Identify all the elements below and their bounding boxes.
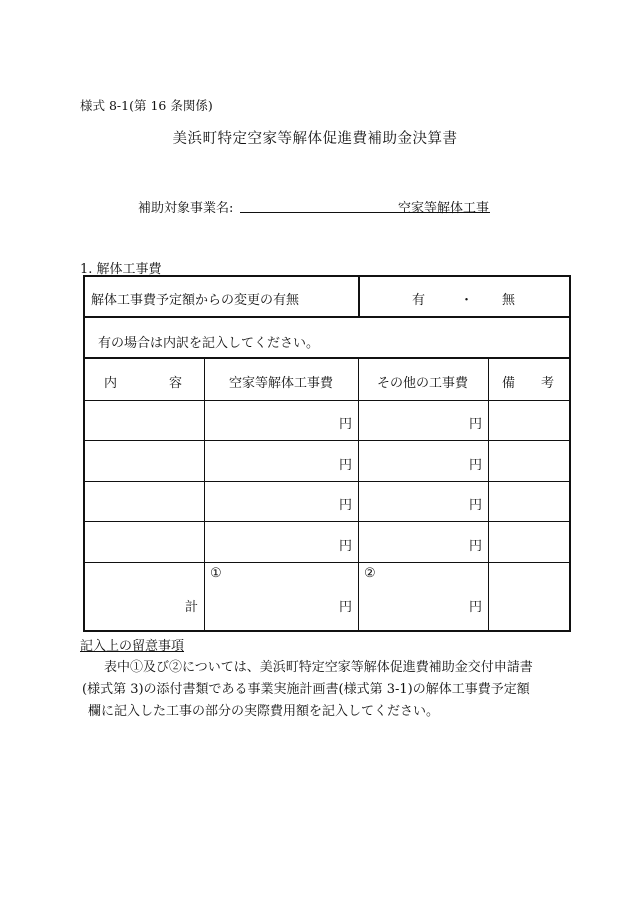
row-3-demolition-yen: 円 [339, 498, 353, 513]
section-1-heading: 1. 解体工事費 [80, 262, 162, 277]
breakdown-table [83, 357, 571, 632]
instruction-text: 有の場合は内訳を記入してください。 [98, 336, 320, 351]
total-label: 計 [185, 600, 199, 615]
row-3-other-yen: 円 [469, 498, 483, 513]
row-divider-2 [85, 481, 569, 482]
header-other-cost: その他の工事費 [377, 376, 469, 391]
row-1-demolition-yen: 円 [339, 417, 353, 432]
option-no: 無 [502, 293, 516, 308]
row-divider-header [85, 400, 569, 401]
row-2-demolition-yen: 円 [339, 458, 353, 473]
notes-line-3: 欄に記入した工事の部分の実際費用額を記入してください。 [88, 704, 440, 719]
total-marker-1: ① [210, 566, 222, 581]
change-question-label: 解体工事費予定額からの変更の有無 [91, 293, 300, 308]
row-divider-4 [85, 562, 569, 563]
project-name-value: 空家等解体工事 [398, 201, 490, 216]
option-separator: ・ [460, 293, 474, 308]
notes-line-1: 表中①及び②については、美浜町特定空家等解体促進費補助金交付申請書 [104, 660, 533, 675]
change-question-divider [358, 276, 360, 317]
total-marker-2: ② [364, 566, 376, 581]
total-demolition-yen: 円 [339, 600, 353, 615]
header-remarks: 備 考 [502, 376, 555, 391]
header-demolition-cost: 空家等解体工事費 [229, 376, 334, 391]
notes-line-2: (様式第 3)の添付書類である事業実施計画書(様式第 3-1)の解体工事費予定額 [82, 682, 530, 697]
instruction-right-border [569, 318, 571, 357]
header-content: 内 容 [104, 376, 183, 391]
project-name-label: 補助対象事業名: [138, 201, 234, 216]
row-divider-1 [85, 440, 569, 441]
document-title: 美浜町特定空家等解体促進費補助金決算書 [172, 131, 458, 147]
row-4-demolition-yen: 円 [339, 539, 353, 554]
total-other-yen: 円 [469, 600, 483, 615]
form-number: 様式 8-1(第 16 条関係) [80, 98, 213, 113]
instruction-left-border [83, 318, 85, 357]
row-2-other-yen: 円 [469, 458, 483, 473]
row-4-other-yen: 円 [469, 539, 483, 554]
option-yes: 有 [412, 293, 426, 308]
row-divider-3 [85, 521, 569, 522]
row-1-other-yen: 円 [469, 417, 483, 432]
notes-heading: 記入上の留意事項 [80, 639, 185, 654]
